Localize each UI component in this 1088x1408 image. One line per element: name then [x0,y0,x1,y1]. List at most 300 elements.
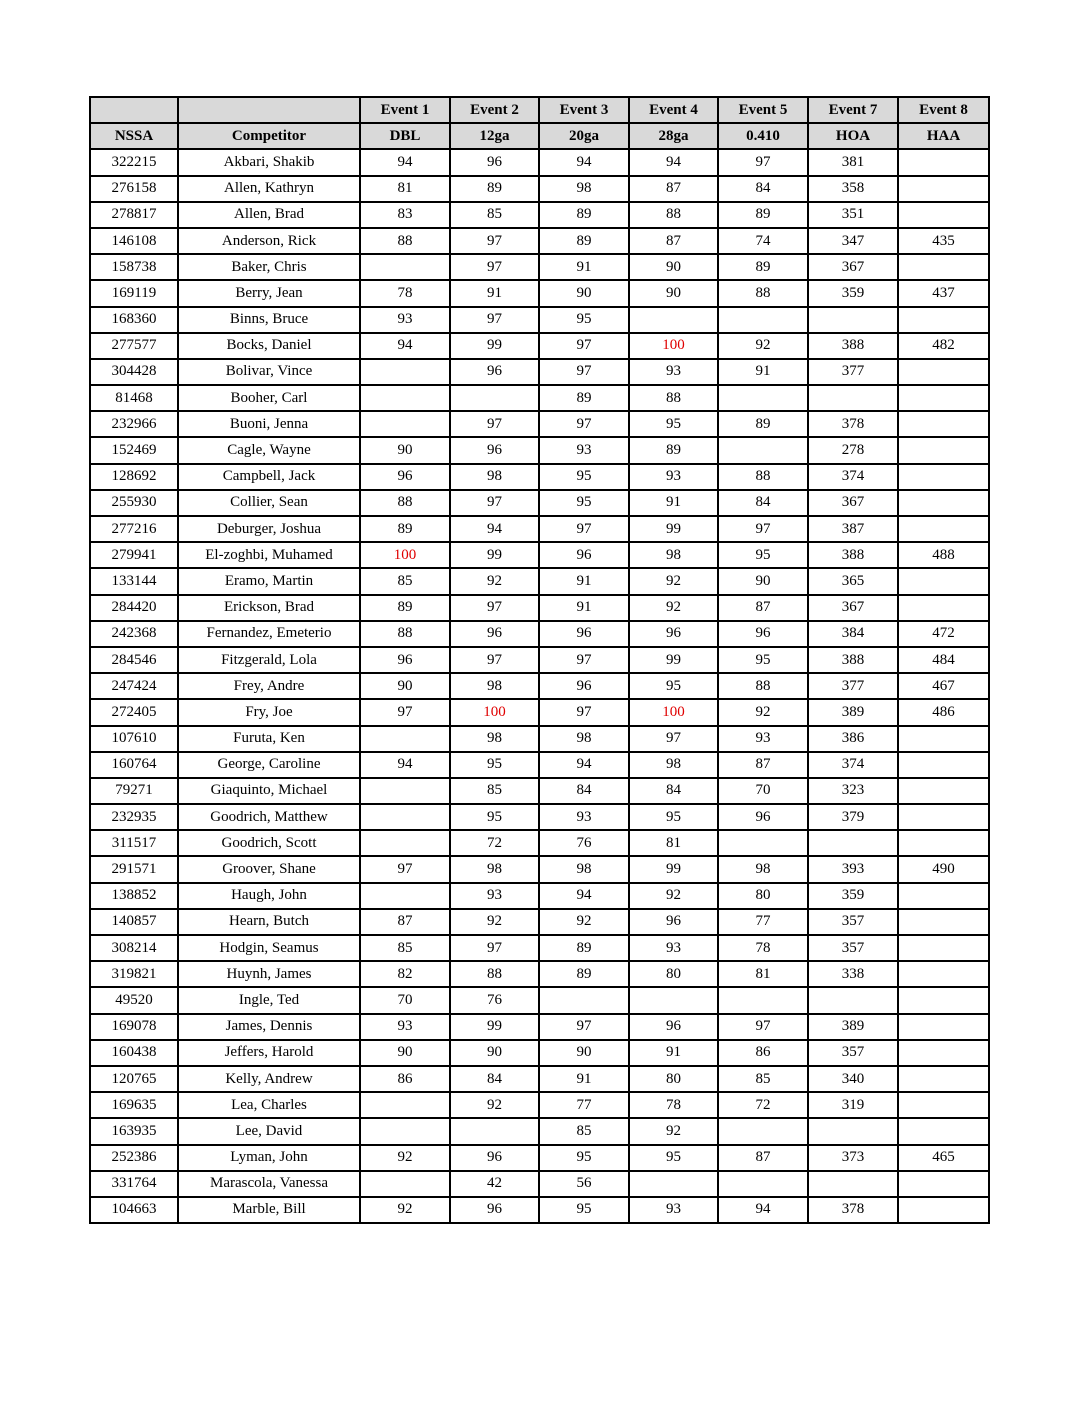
score-cell [808,307,898,333]
score-cell: 96 [450,359,539,385]
score-cell: 484 [898,647,989,673]
score-cell: 97 [450,490,539,516]
table-row [90,856,989,882]
score-cell: 87 [718,752,808,778]
nssa-cell: 160438 [90,1040,178,1066]
score-cell: 89 [360,516,450,542]
table-row [90,1118,989,1144]
score-cell [360,359,450,385]
score-cell [718,1171,808,1197]
score-cell: 76 [450,987,539,1013]
score-cell [898,752,989,778]
score-cell [898,490,989,516]
score-cell: 467 [898,673,989,699]
score-cell: 84 [629,778,718,804]
score-cell: 488 [898,542,989,568]
competitor-cell: Hearn, Butch [178,909,360,935]
score-cell: 98 [539,856,629,882]
nssa-cell: 247424 [90,673,178,699]
score-cell: 319 [808,1092,898,1118]
nssa-cell: 242368 [90,621,178,647]
score-cell: 88 [360,621,450,647]
competitor-cell: Allen, Brad [178,202,360,228]
table-row [90,1040,989,1066]
competitor-cell: Bolivar, Vince [178,359,360,385]
score-cell [898,961,989,987]
score-cell: 97 [539,333,629,359]
score-cell [898,254,989,280]
event-header-cell: Event 5 [718,97,808,123]
score-cell: 87 [629,176,718,202]
competitor-cell: Kelly, Andrew [178,1066,360,1092]
competitor-cell: James, Dennis [178,1014,360,1040]
score-cell: 95 [629,1145,718,1171]
event-header-cell: Event 8 [898,97,989,123]
score-cell: 97 [718,149,808,175]
competitor-cell: Baker, Chris [178,254,360,280]
nssa-cell: 308214 [90,935,178,961]
score-cell: 94 [629,149,718,175]
score-cell [898,149,989,175]
nssa-cell: 169078 [90,1014,178,1040]
nssa-cell: 81468 [90,385,178,411]
score-cell: 78 [629,1092,718,1118]
event-header-cell [90,97,178,123]
score-cell: 97 [539,647,629,673]
score-cell [898,830,989,856]
nssa-cell: 152469 [90,437,178,463]
score-cell [360,804,450,830]
score-cell [898,1014,989,1040]
score-cell [360,726,450,752]
score-cell: 94 [539,149,629,175]
score-cell: 85 [450,778,539,804]
score-cell: 90 [539,1040,629,1066]
competitor-cell: Booher, Carl [178,385,360,411]
score-cell: 84 [539,778,629,804]
score-cell [898,464,989,490]
score-cell: 92 [629,883,718,909]
score-cell: 91 [539,595,629,621]
table-row [90,621,989,647]
table-row [90,1145,989,1171]
score-cell: 465 [898,1145,989,1171]
score-cell: 379 [808,804,898,830]
score-cell: 351 [808,202,898,228]
score-cell: 77 [539,1092,629,1118]
table-row [90,254,989,280]
table-row [90,778,989,804]
score-cell: 93 [539,437,629,463]
score-cell: 88 [718,464,808,490]
score-cell [808,385,898,411]
score-cell: 96 [629,621,718,647]
score-cell: 89 [450,176,539,202]
table-row [90,647,989,673]
score-cell: 94 [360,149,450,175]
table-row [90,804,989,830]
score-cell [629,307,718,333]
score-cell: 95 [539,490,629,516]
score-cell: 378 [808,411,898,437]
score-cell: 377 [808,359,898,385]
score-cell [898,385,989,411]
score-cell: 90 [718,568,808,594]
column-header-cell: 0.410 [718,123,808,149]
nssa-cell: 304428 [90,359,178,385]
score-cell: 94 [360,333,450,359]
score-cell: 89 [360,595,450,621]
score-cell: 96 [539,673,629,699]
column-header-cell: HAA [898,123,989,149]
score-cell [808,830,898,856]
nssa-cell: 276158 [90,176,178,202]
event-header-cell: Event 7 [808,97,898,123]
score-cell [898,1066,989,1092]
table-row [90,176,989,202]
score-cell: 359 [808,883,898,909]
score-cell: 97 [450,595,539,621]
score-cell: 88 [450,961,539,987]
table-row [90,726,989,752]
event-header-cell: Event 3 [539,97,629,123]
table-row [90,830,989,856]
score-cell [808,1118,898,1144]
score-cell: 91 [539,254,629,280]
competitor-cell: Binns, Bruce [178,307,360,333]
score-cell [898,883,989,909]
table-row [90,568,989,594]
column-header-cell: 20ga [539,123,629,149]
score-cell [898,202,989,228]
score-cell: 81 [629,830,718,856]
score-cell: 96 [629,909,718,935]
competitor-cell: Lyman, John [178,1145,360,1171]
score-cell: 486 [898,699,989,725]
score-cell: 86 [360,1066,450,1092]
score-cell: 93 [360,307,450,333]
score-cell: 100 [629,699,718,725]
nssa-cell: 232935 [90,804,178,830]
score-cell: 340 [808,1066,898,1092]
score-cell [450,385,539,411]
table-row [90,699,989,725]
nssa-cell: 169119 [90,280,178,306]
score-cell: 84 [450,1066,539,1092]
score-cell: 78 [360,280,450,306]
table-row [90,411,989,437]
score-cell [718,437,808,463]
score-cell: 99 [629,856,718,882]
score-cell: 367 [808,490,898,516]
score-cell: 97 [539,1014,629,1040]
score-cell: 365 [808,568,898,594]
score-cell: 97 [360,699,450,725]
score-cell: 387 [808,516,898,542]
score-cell: 388 [808,542,898,568]
table-row [90,961,989,987]
score-cell: 92 [450,1092,539,1118]
competitor-cell: Ingle, Ted [178,987,360,1013]
competitor-cell: Haugh, John [178,883,360,909]
score-cell: 78 [718,935,808,961]
competitor-cell: Lea, Charles [178,1092,360,1118]
score-cell [898,516,989,542]
score-cell: 91 [450,280,539,306]
table-row [90,359,989,385]
nssa-cell: 169635 [90,1092,178,1118]
score-cell: 98 [450,464,539,490]
score-cell: 357 [808,909,898,935]
score-cell: 388 [808,333,898,359]
competitor-cell: Marble, Bill [178,1197,360,1223]
event-header-cell: Event 4 [629,97,718,123]
score-cell: 93 [629,935,718,961]
score-cell: 89 [539,228,629,254]
score-cell: 95 [629,411,718,437]
score-cell: 358 [808,176,898,202]
score-cell: 95 [718,647,808,673]
score-cell [360,1118,450,1144]
table-row [90,228,989,254]
score-cell: 99 [450,333,539,359]
score-cell: 97 [360,856,450,882]
score-cell: 96 [450,437,539,463]
score-cell: 94 [539,752,629,778]
score-cell: 92 [539,909,629,935]
table-row [90,333,989,359]
score-cell: 85 [360,935,450,961]
score-cell: 97 [450,935,539,961]
score-cell [718,987,808,1013]
table-row [90,437,989,463]
score-cell: 90 [360,437,450,463]
score-cell: 374 [808,752,898,778]
score-cell: 70 [718,778,808,804]
competitor-cell: El-zoghbi, Muhamed [178,542,360,568]
score-cell [898,778,989,804]
score-cell: 96 [539,542,629,568]
score-cell: 490 [898,856,989,882]
column-header-cell: HOA [808,123,898,149]
score-cell: 92 [718,333,808,359]
score-cell: 472 [898,621,989,647]
score-cell: 85 [539,1118,629,1144]
competitor-cell: Berry, Jean [178,280,360,306]
score-cell: 89 [539,935,629,961]
table-row [90,307,989,333]
score-cell: 98 [718,856,808,882]
competitor-cell: George, Caroline [178,752,360,778]
nssa-cell: 277216 [90,516,178,542]
score-cell: 86 [718,1040,808,1066]
table-row [90,464,989,490]
score-cell [360,1092,450,1118]
score-cell: 80 [629,961,718,987]
score-cell: 80 [718,883,808,909]
table-row [90,385,989,411]
nssa-cell: 331764 [90,1171,178,1197]
score-cell: 90 [629,254,718,280]
score-cell: 389 [808,1014,898,1040]
score-cell: 92 [450,909,539,935]
score-cell: 97 [450,411,539,437]
competitor-cell: Campbell, Jack [178,464,360,490]
score-cell: 89 [718,254,808,280]
score-cell: 95 [450,752,539,778]
score-cell [898,1092,989,1118]
score-cell: 70 [360,987,450,1013]
nssa-cell: 158738 [90,254,178,280]
score-cell [898,359,989,385]
score-cell: 98 [450,856,539,882]
score-cell [898,307,989,333]
score-cell [629,987,718,1013]
column-header-cell: 28ga [629,123,718,149]
score-cell: 97 [450,307,539,333]
score-cell: 90 [360,1040,450,1066]
score-cell: 81 [718,961,808,987]
score-cell: 91 [629,1040,718,1066]
score-cell: 96 [629,1014,718,1040]
score-cell: 357 [808,935,898,961]
nssa-cell: 279941 [90,542,178,568]
score-cell [360,830,450,856]
score-cell [898,1197,989,1223]
nssa-cell: 311517 [90,830,178,856]
score-cell: 74 [718,228,808,254]
score-cell: 97 [539,411,629,437]
score-cell: 93 [629,359,718,385]
score-cell [808,1171,898,1197]
score-cell: 323 [808,778,898,804]
score-cell: 90 [360,673,450,699]
score-cell [898,987,989,1013]
score-cell: 278 [808,437,898,463]
score-cell [898,726,989,752]
score-cell: 85 [360,568,450,594]
competitor-cell: Jeffers, Harold [178,1040,360,1066]
competitor-cell: Fitzgerald, Lola [178,647,360,673]
table-row [90,542,989,568]
score-cell: 96 [539,621,629,647]
score-cell: 88 [718,280,808,306]
competitor-cell: Frey, Andre [178,673,360,699]
score-cell: 100 [629,333,718,359]
score-cell [360,254,450,280]
score-cell [898,176,989,202]
score-cell: 93 [450,883,539,909]
score-cell: 97 [450,254,539,280]
score-cell: 90 [539,280,629,306]
competitor-cell: Deburger, Joshua [178,516,360,542]
score-cell: 93 [718,726,808,752]
table-row [90,280,989,306]
score-cell [450,1118,539,1144]
score-cell: 89 [539,385,629,411]
score-cell: 384 [808,621,898,647]
score-cell: 92 [629,595,718,621]
competitor-cell: Akbari, Shakib [178,149,360,175]
score-cell: 88 [360,228,450,254]
score-cell: 374 [808,464,898,490]
score-cell: 98 [539,726,629,752]
competitor-cell: Fernandez, Emeterio [178,621,360,647]
table-row [90,490,989,516]
score-cell: 91 [539,568,629,594]
competitor-cell: Collier, Sean [178,490,360,516]
score-cell: 91 [539,1066,629,1092]
score-cell: 99 [450,542,539,568]
column-header-cell: DBL [360,123,450,149]
competitor-cell: Goodrich, Matthew [178,804,360,830]
score-cell: 386 [808,726,898,752]
column-header-cell: 12ga [450,123,539,149]
score-cell: 96 [450,621,539,647]
score-cell: 89 [718,411,808,437]
table-row [90,752,989,778]
table-row [90,1171,989,1197]
table-row [90,1092,989,1118]
score-cell: 84 [718,490,808,516]
score-cell: 95 [629,804,718,830]
score-cell: 92 [629,1118,718,1144]
score-cell: 98 [629,542,718,568]
score-cell [898,437,989,463]
score-cell: 338 [808,961,898,987]
nssa-cell: 278817 [90,202,178,228]
score-cell: 367 [808,254,898,280]
score-cell: 82 [360,961,450,987]
nssa-cell: 319821 [90,961,178,987]
competitor-cell: Buoni, Jenna [178,411,360,437]
score-cell [360,883,450,909]
table-row [90,883,989,909]
score-cell [808,987,898,1013]
competitor-cell: Groover, Shane [178,856,360,882]
score-cell: 388 [808,647,898,673]
table-row [90,1014,989,1040]
score-cell [898,804,989,830]
table-row [90,1066,989,1092]
score-cell: 85 [450,202,539,228]
score-cell: 87 [360,909,450,935]
score-table [89,96,990,1224]
score-cell: 96 [450,1145,539,1171]
score-cell: 95 [539,464,629,490]
score-cell [898,595,989,621]
competitor-cell: Lee, David [178,1118,360,1144]
nssa-cell: 128692 [90,464,178,490]
score-cell: 92 [360,1145,450,1171]
competitor-cell: Anderson, Rick [178,228,360,254]
score-cell: 393 [808,856,898,882]
nssa-cell: 284546 [90,647,178,673]
nssa-cell: 140857 [90,909,178,935]
score-cell [898,411,989,437]
score-cell: 87 [629,228,718,254]
competitor-cell: Huynh, James [178,961,360,987]
score-cell: 89 [629,437,718,463]
score-cell [898,909,989,935]
score-cell: 56 [539,1171,629,1197]
score-cell: 89 [539,202,629,228]
score-cell: 95 [718,542,808,568]
nssa-cell: 277577 [90,333,178,359]
competitor-cell: Fry, Joe [178,699,360,725]
score-cell: 97 [718,516,808,542]
score-cell: 357 [808,1040,898,1066]
